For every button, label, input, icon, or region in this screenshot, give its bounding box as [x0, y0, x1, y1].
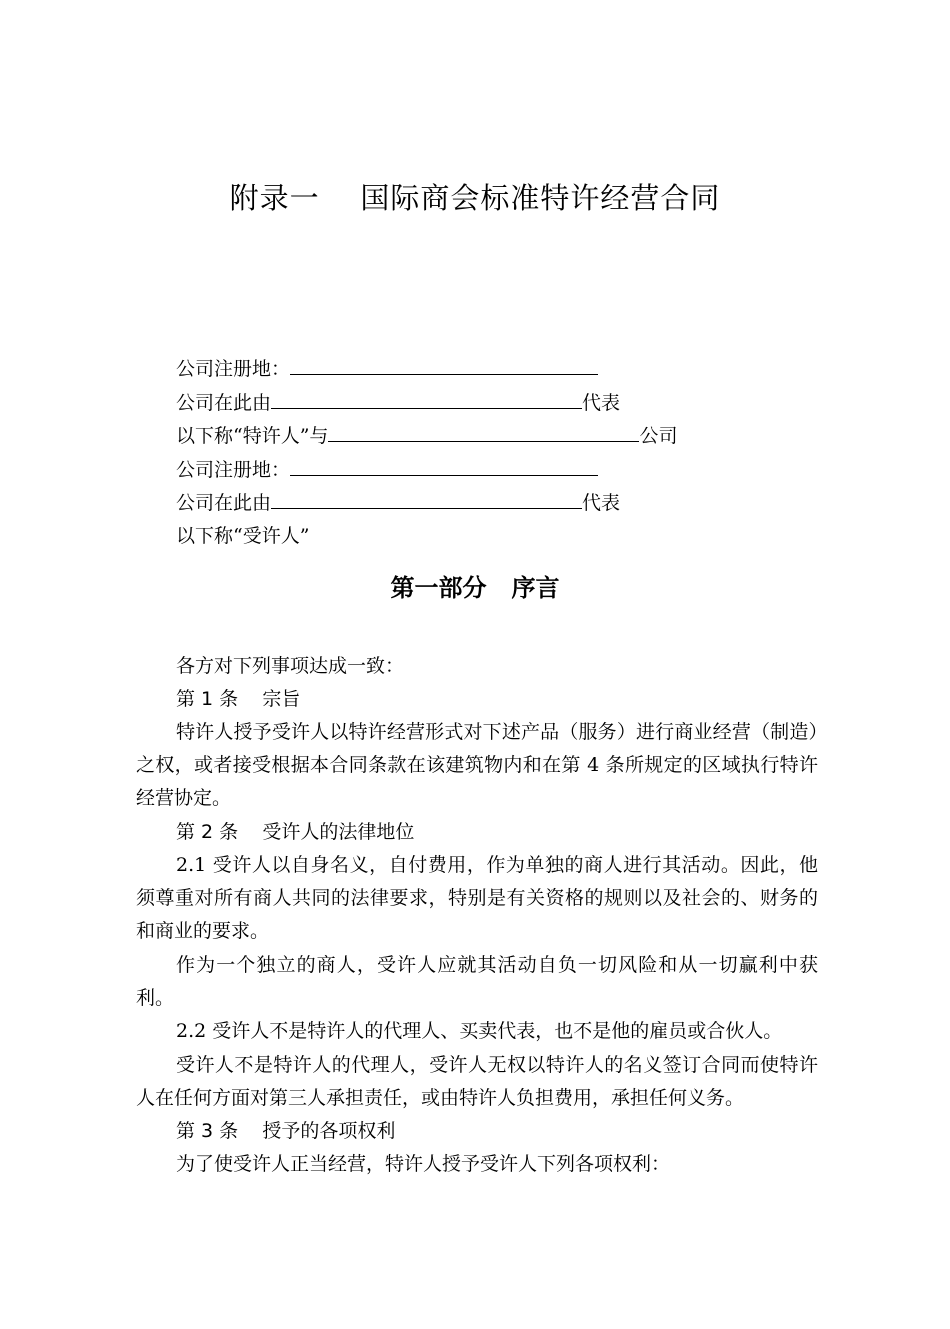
party-line-3-blank	[328, 421, 639, 442]
party-line-1-blank	[290, 354, 598, 375]
article-2-paragraph-1: 2.1 受许人以自身名义，自付费用，作为单独的商人进行其活动。因此，他须尊重对所有商人共同的法律要求，特别是有关资格的规则以及社会的、财务的和商业的要求。	[136, 854, 818, 942]
party-line-2-blank	[271, 388, 582, 409]
article-3-paragraph: 为了使受许人正当经营，特许人授予受许人下列各项权利：	[176, 1153, 671, 1175]
party-line-4	[176, 455, 598, 484]
party-line-5-label: 公司在此由	[176, 492, 272, 514]
party-line-2	[176, 388, 620, 417]
article-1-paragraph: 特许人授予受许人以特许经营形式对下述产品（服务）进行商业经营（制造）之权，或者接受根据本合同条款在该建筑物内和在第 4 条所规定的区域执行特许经营协定。	[136, 721, 818, 809]
article-2-paragraph-4: 受许人不是特许人的代理人，受许人无权以特许人的名义签订合同而使特许人在任何方面对第三人承担责任，或由特许人负担费用，承担任何义务。	[136, 1054, 818, 1109]
party-line-6	[176, 522, 309, 550]
party-line-5-suffix: 代表	[582, 492, 621, 514]
party-line-1-label: 公司注册地：	[176, 358, 291, 380]
party-line-2-label: 公司在此由	[176, 392, 272, 414]
article-2-paragraph-3: 2.2 受许人不是特许人的代理人、买卖代表，也不是他的雇员或合伙人。	[176, 1020, 783, 1042]
party-line-5	[176, 488, 620, 517]
party-line-6-label: 以下称“受许人”	[176, 525, 310, 547]
party-line-3-label: 以下称“特许人”与	[176, 425, 329, 447]
article-2-paragraph-2: 作为一个独立的商人，受许人应就其活动自负一切风险和从一切赢利中获利。	[136, 954, 818, 1009]
party-line-3-suffix: 公司	[639, 425, 678, 447]
party-line-4-label: 公司注册地：	[176, 459, 291, 481]
article-3-heading: 第 3 条 授予的各项权利	[176, 1120, 396, 1142]
section-title: 第一部分 序言	[390, 573, 560, 602]
party-line-4-blank	[290, 455, 598, 476]
article-1-heading: 第 1 条 宗旨	[176, 688, 301, 710]
document-title: 附录一 国际商会标准特许经营合同	[229, 181, 721, 215]
intro-paragraph: 各方对下列事项达成一致：	[176, 655, 405, 677]
article-2-heading: 第 2 条 受许人的法律地位	[176, 821, 415, 843]
party-line-3	[176, 421, 677, 450]
party-line-2-suffix: 代表	[582, 392, 621, 414]
party-line-5-blank	[271, 488, 582, 509]
party-line-1	[176, 354, 598, 383]
